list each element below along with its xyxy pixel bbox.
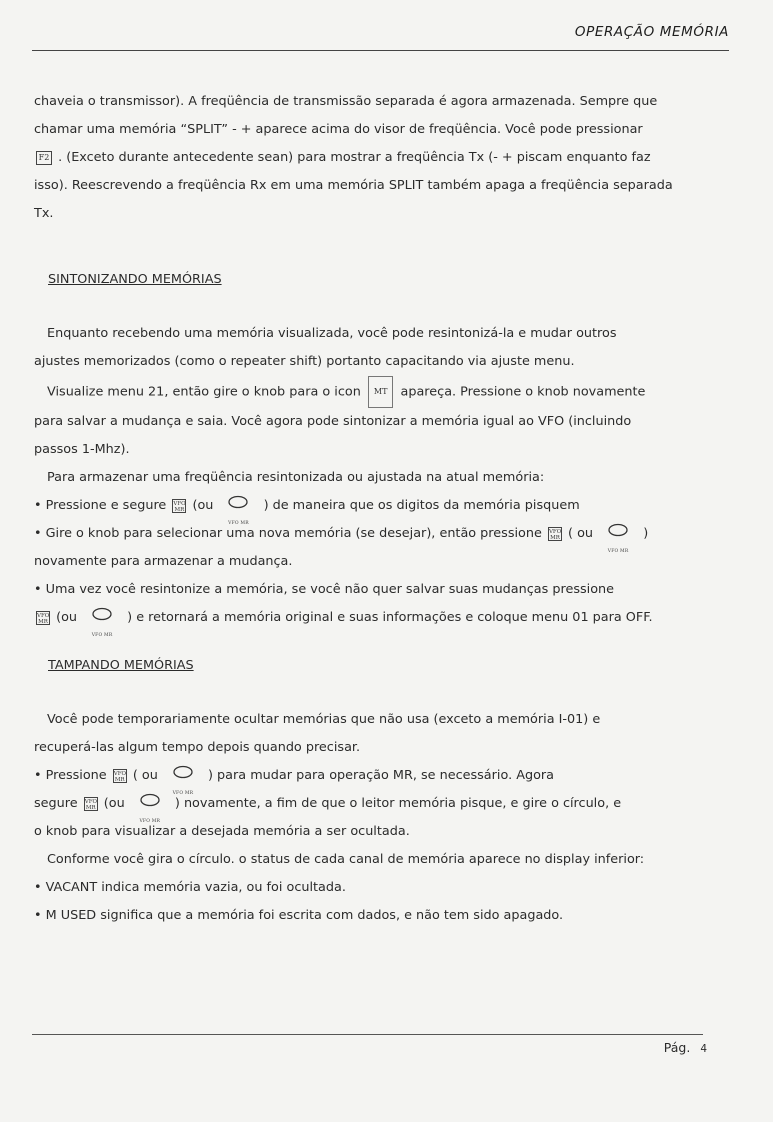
text-line: Você pode temporariamente ocultar memórias que não usa (exceto a memória I-01) e (47, 712, 601, 727)
text-line: Enquanto recebendo uma memória visualizada, você pode resintonizá-la e mudar outros (47, 326, 617, 341)
text-line: Visualize menu 21, então gire o knob para o icon MT apareça. Pressione o knob novamente (34, 376, 729, 408)
text-line: para salvar a mudança e saia. Você agora pode sintonizar a memória igual ao VFO (incluindo (34, 414, 632, 429)
text-line: ajustes memorizados (como o repeater shift) portanto capacitando via ajuste menu. (34, 354, 575, 369)
text-line: recuperá-las algum tempo depois quando precisar. (34, 740, 361, 755)
f2-key-icon: F2 (36, 151, 52, 165)
bullet-item: • Gire o knob para selecionar uma nova memória (se desejar), então pressione VFO MR ( ou VFO MR ) (34, 520, 729, 548)
section1-body (34, 320, 729, 638)
text-line: VFO MR (ou VFO MR ) e retornará a memória original e suas informações e coloque menu 01 para OFF. (34, 604, 729, 632)
text-line: chaveia o transmissor). A freqüência de transmissão separada é agora armazenada. Sempre que (34, 94, 658, 109)
text-line: novamente para armazenar a mudança. (34, 554, 293, 569)
bullet-item: • M USED significa que a memória foi escrita com dados, e não tem sido apagado. (34, 908, 564, 923)
text-line: passos 1-Mhz). (34, 442, 130, 457)
text-line: chamar uma memória “SPLIT” - + aparece acima do visor de freqüência. Você pode pressionar (34, 122, 643, 137)
vfo-mr-key-icon: VFO MR (37, 612, 50, 625)
section-heading-tampando: TAMPANDO MEMÓRIAS (48, 658, 194, 673)
text-line: Tx. (34, 206, 54, 221)
text-line: segure VFO MR (ou VFO MR ) novamente, a fim de que o leitor memória pisque, e gire o círculo, e (34, 790, 729, 818)
footer-rule (32, 1034, 703, 1035)
dial-knob-icon: VFO MR (132, 791, 168, 817)
bullet-item: • Pressione e segure VFO MR (ou VFO MR ) de maneira que os digitos da memória pisquem (34, 492, 729, 520)
vfo-mr-key-icon: VFO MR (173, 500, 186, 513)
dial-knob-icon: VFO MR (165, 763, 201, 789)
bullet-item: • Uma vez você resintonize a memória, se você não quer salvar suas mudanças pressione (34, 582, 615, 597)
text-line: Para armazenar uma freqüência resintonizada ou ajustada na atual memória: (47, 470, 545, 485)
text-line: o knob para visualizar a desejada memória a ser ocultada. (34, 824, 410, 839)
vfo-mr-key-icon: VFO MR (84, 798, 98, 811)
page-number: Pág. 4 (663, 1040, 707, 1055)
section-heading-sintonizando: SINTONIZANDO MEMÓRIAS (48, 272, 222, 287)
vfo-mr-key-icon: VFO MR (113, 770, 127, 783)
vfo-mr-key-icon: VFO MR (548, 528, 562, 541)
dial-knob-icon: VFO MR (600, 521, 636, 547)
text-line: F2 . (Exceto durante antecedente sean) para mostrar a freqüência Tx (- + piscam enquanto faz (34, 144, 729, 172)
bullet-item: • Pressione VFO MR ( ou VFO MR ) para mudar para operação MR, se necessário. Agora (34, 762, 729, 790)
header-rule (32, 50, 729, 51)
mt-icon: MT (368, 376, 394, 408)
text-line: isso). Reescrevendo a freqüência Rx em uma memória SPLIT também apaga a freqüência separada (34, 178, 673, 193)
text-line: Conforme você gira o círculo. o status de cada canal de memória aparece no display inferior: (47, 852, 645, 867)
dial-knob-icon: VFO MR (84, 605, 120, 631)
section2-body (34, 706, 729, 930)
page-header-title: OPERAÇÃO MEMÓRIA (574, 24, 729, 40)
dial-knob-icon: VFO MR (220, 493, 256, 519)
bullet-item: • VACANT indica memória vazia, ou foi ocultada. (34, 880, 346, 895)
intro-paragraph (34, 88, 729, 228)
